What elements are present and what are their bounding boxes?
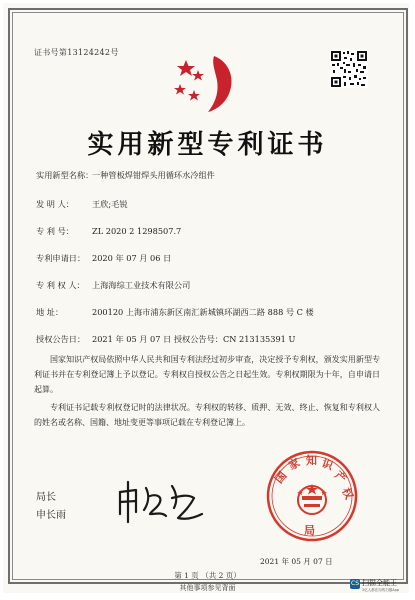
field-label: 实用新型名称： bbox=[36, 170, 94, 180]
field-utility-model-name bbox=[36, 170, 215, 181]
field-patent-number bbox=[36, 226, 181, 237]
field-label: 专利申请日： bbox=[36, 253, 86, 263]
field-value: 200120 上海市浦东新区南汇新城镇环湖西二路 888 号 C 楼 bbox=[92, 307, 314, 317]
field-value: ZL 2020 2 1298507.7 bbox=[92, 226, 182, 236]
certificate-number: 证书号第13124242号 bbox=[34, 48, 119, 57]
field-label: 专 利 号： bbox=[36, 226, 74, 236]
svg-text:家: 家 bbox=[286, 456, 303, 473]
svg-text:识: 识 bbox=[319, 456, 335, 473]
svg-text:权: 权 bbox=[339, 485, 356, 502]
field-label: 发 明 人： bbox=[36, 199, 74, 209]
scanner-watermark bbox=[350, 576, 412, 596]
svg-text:国: 国 bbox=[272, 469, 290, 486]
camscanner-icon: CS bbox=[351, 580, 359, 587]
official-seal bbox=[264, 448, 360, 544]
field-value: 王欣;毛锐 bbox=[92, 199, 128, 209]
scanner-label: 扫描全能王 bbox=[362, 579, 397, 587]
svg-text:产: 产 bbox=[331, 468, 349, 486]
svg-text:局: 局 bbox=[304, 524, 315, 537]
field-patentee bbox=[36, 280, 190, 291]
field-application-date bbox=[36, 253, 171, 264]
cnipa-emblem-icon bbox=[168, 50, 240, 122]
field-grant-date bbox=[36, 334, 295, 345]
statement-paragraph: 专利证书记载专利权登记时的法律状况。专利权的转移、质押、无效、终止、恢复和专利权人的姓名或名称、国籍、地址变更等事项记载在专利登记簿上。 bbox=[34, 403, 380, 427]
field-label: 授权公告日： bbox=[36, 334, 86, 344]
qr-code[interactable] bbox=[330, 50, 368, 88]
field-address bbox=[36, 307, 314, 318]
field-value: 2020 年 07 月 06 日 bbox=[92, 253, 172, 263]
field-value: 上海海综工业技术有限公司 bbox=[92, 280, 191, 290]
field-label: 地 址： bbox=[36, 307, 64, 317]
svg-text:知: 知 bbox=[306, 454, 317, 467]
director-title: 局长 bbox=[36, 492, 56, 503]
seal-date: 2021 年 05 月 07 日 bbox=[260, 557, 333, 566]
director-signature bbox=[110, 470, 210, 530]
field-label: 专 利 权 人： bbox=[36, 280, 85, 290]
statement-paragraph: 国家知识产权局依照中华人民共和国专利法经过初步审查，决定授予专利权，颁发实用新型专利证书并在专利登记簿上予以登记。专利权自授权公告之日起生效。专利权期限为十年，自申请日起算。 bbox=[34, 355, 380, 394]
scanner-sublabel: 3亿人都在用的扫描App bbox=[362, 588, 400, 592]
field-inventors bbox=[36, 199, 128, 210]
page-number: 第 1 页 （共 2 页） bbox=[174, 571, 241, 580]
certificate-title: 实用新型专利证书 bbox=[87, 130, 328, 160]
field-value: 一种管板焊钳焊头用循环水冷组件 bbox=[92, 170, 215, 180]
field-value: 2021 年 05 月 07 日 授权公告号：CN 213135391 U bbox=[92, 334, 296, 344]
footer-note: 其他事项参见背面 bbox=[179, 584, 236, 592]
director-name: 申长雨 bbox=[36, 510, 66, 521]
